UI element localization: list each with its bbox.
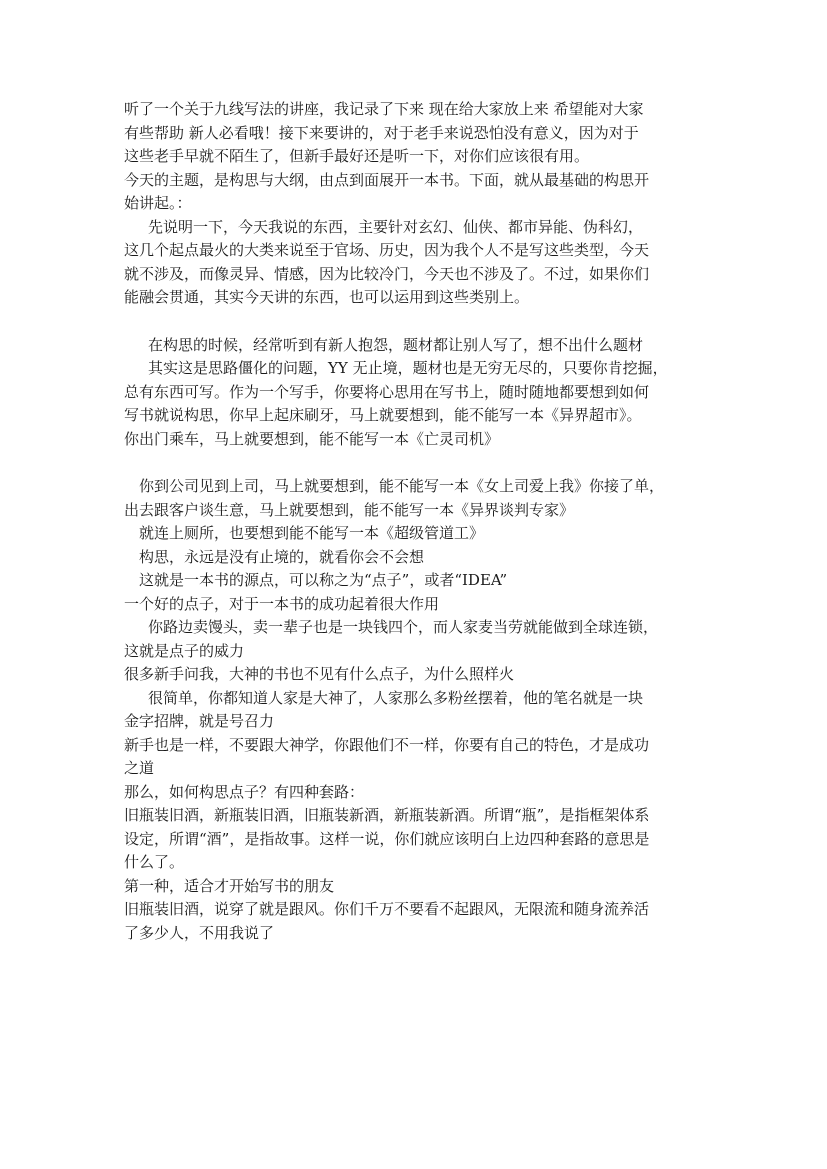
text-line: 总有东西可写。作为一个写手，你要将心思用在写书上，随时随地都要想到如何 — [124, 382, 650, 401]
text-line: 出去跟客户谈生意，马上就要想到，能不能写一本《异界谈判专家》 — [124, 500, 575, 519]
text-line: 就连上厕所，也要想到能不能写一本《超级管道工》 — [139, 524, 485, 542]
text-line: 先说明一下，今天我说的东西，主要针对玄幻、仙侠、都市异能、伪科幻， — [148, 217, 644, 236]
paragraph — [124, 169, 708, 216]
paragraph — [124, 569, 708, 593]
text-line: 很多新手问我，大神的书也不见有什么点子，为什么照样火 — [124, 665, 515, 683]
paragraph — [124, 593, 708, 617]
paragraph — [124, 357, 708, 451]
text-line: 那么，如何构思点子？有四种套路： — [124, 782, 365, 801]
text-line: 第一种，适合才开始写书的朋友 — [124, 876, 335, 895]
text-line: 什么了。 — [124, 853, 185, 871]
paragraph — [124, 804, 708, 875]
paragraph — [124, 616, 708, 663]
text-line: 这些老手早就不陌生了，但新手最好还是听一下，对你们应该很有用。 — [124, 147, 590, 165]
text-line: 能融会贯通，其实今天讲的东西，也可以运用到这些类别上。 — [124, 288, 530, 306]
text-line: 在构思的时候，经常听到有新人抱怨，题材都让别人写了，想不出什么题材 — [148, 335, 644, 354]
text-line: 始讲起。： — [124, 194, 192, 212]
paragraph — [124, 334, 708, 358]
text-line: 听了一个关于九线写法的讲座，我记录了下来 现在给大家放上来 希望能对大家 — [124, 100, 644, 118]
text-line: 设定，所谓“酒”，是指故事。这样一说，你们就应该明白上边四种套路的意思是 — [124, 829, 650, 848]
text-line: 这就是一本书的源点，可以称之为“点子”，或者“IDEA” — [139, 571, 508, 589]
paragraph — [124, 546, 708, 570]
text-line: 构思，永远是没有止境的，就看你会不会想 — [139, 547, 425, 566]
paragraph — [124, 98, 708, 169]
text-line: 之道 — [124, 759, 155, 777]
text-line: 今天的主题，是构思与大纲，由点到面展开一本书。下面，就从最基础的构思开 — [124, 170, 650, 189]
paragraph — [124, 475, 708, 522]
text-line: 你出门乘车，马上就要想到，能不能写一本《亡灵司机》 — [124, 429, 500, 448]
text-line: 这几个起点最火的大类来说至于官场、历史，因为我个人不是写这些类型，今天 — [124, 241, 650, 259]
paragraph — [124, 522, 708, 546]
text-line: 旧瓶装旧酒，新瓶装旧酒，旧瓶装新酒，新瓶装新酒。所谓“瓶”，是指框架体系 — [124, 806, 650, 824]
paragraph — [124, 898, 708, 945]
text-line: 很简单，你都知道人家是大神了，人家那么多粉丝摆着，他的笔名就是一块 — [148, 688, 644, 707]
paragraph — [124, 734, 708, 781]
text-line: 你路边卖馒头，卖一辈子也是一块钱四个，而人家麦当劳就能做到全球连锁， — [148, 618, 659, 636]
text-line: 旧瓶装旧酒，说穿了就是跟风。你们千万不要看不起跟风，无限流和随身流养活 — [124, 900, 650, 918]
text-line: 新手也是一样，不要跟大神学，你跟他们不一样，你要有自己的特色，才是成功 — [124, 735, 650, 754]
document-page — [124, 98, 708, 945]
paragraph — [124, 216, 708, 310]
text-line: 了多少人，不用我说了 — [124, 923, 275, 942]
text-line: 金字招牌，就是号召力 — [124, 712, 275, 730]
text-line: 有些帮助 新人必看哦！接下来要讲的，对于老手来说恐怕没有意义，因为对于 — [124, 123, 639, 142]
paragraph — [124, 875, 708, 899]
text-line: 就不涉及，而像灵异、情感，因为比较冷门，今天也不涉及了。不过，如果你们 — [124, 264, 650, 283]
paragraph — [124, 687, 708, 734]
paragraph — [124, 663, 708, 687]
text-line: 写书就说构思，你早上起床刷牙，马上就要想到，能不能写一本《异界超市》。 — [124, 406, 642, 424]
text-line: 这就是点子的威力 — [124, 641, 245, 660]
paragraph — [124, 781, 708, 805]
text-line: 一个好的点子，对于一本书的成功起着很大作用 — [124, 594, 440, 613]
text-line: 其实这是思路僵化的问题，YY 无止境，题材也是无穷无尽的，只要你肯挖掘， — [148, 359, 668, 377]
text-line: 你到公司见到上司，马上就要想到，能不能写一本《女上司爱上我》你接了单， — [139, 477, 665, 495]
